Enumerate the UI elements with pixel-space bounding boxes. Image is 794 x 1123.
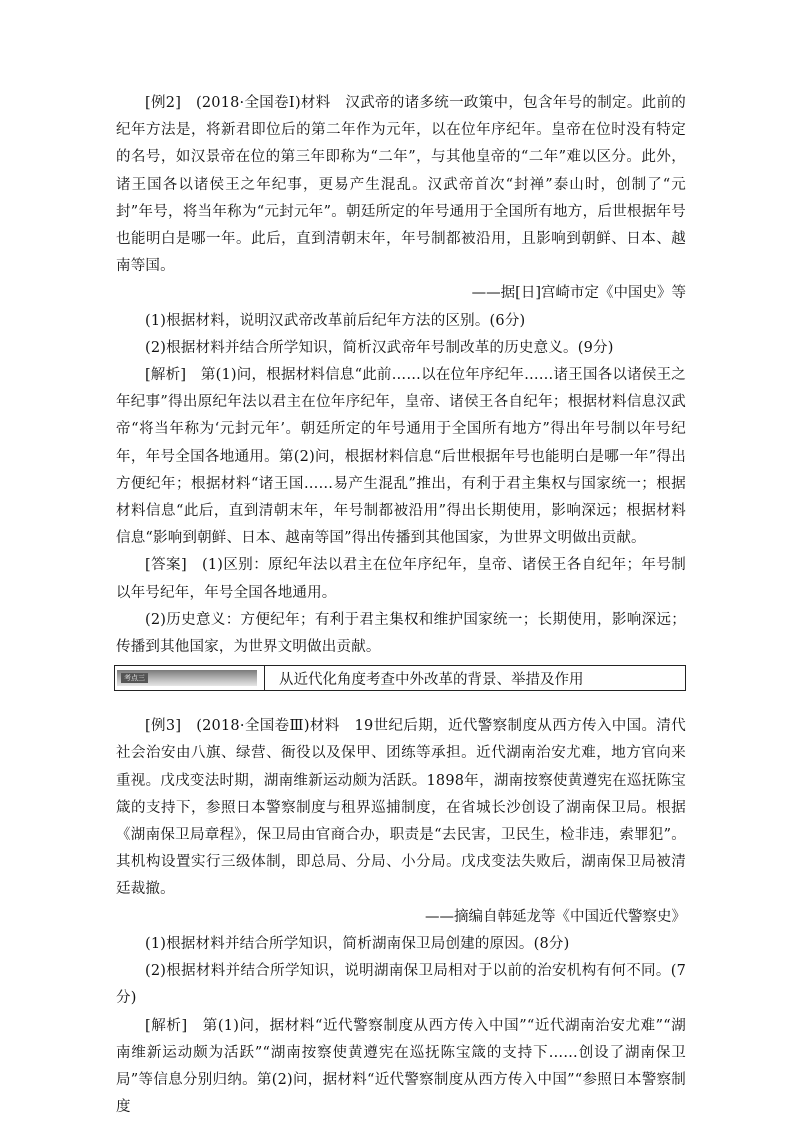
example2-material: [例2] (2018·全国卷Ⅰ)材料 汉武帝的诸多统一政策中，包含年号的制定。此前的纪年方法是，将新君即位后的第二年作为元年，以在位年序纪年。皇帝在位时没有特定的名号，如汉景帝在位的第三年即称为“二年”，与其他皇帝的“二年”难以区分。此外，诸王国各以诸侯王之年纪事，更易产生混乱。汉武帝首次“封禅”泰山时，创制了“元封”年号，将当年称为“元封元年”。朝廷所定的年号通用于全国所有地方，后世根据年号也能明白是哪一年。此后，直到清朝末年，年号制都被沿用，且影响到朝鲜、日本、越南等国。	[116, 95, 686, 275]
document-page	[116, 90, 686, 1121]
example2-answer-1: [答案] (1)区别：原纪年法以君主在位年序纪年，皇帝、诸侯王各自纪年；年号制以年号纪年，年号全国各地通用。	[116, 557, 686, 601]
example3-analysis: [解析] 第(1)问，据材料“近代警察制度从西方传入中国”“近代湖南治安尤难”“湖南维新运动颇为活跃”“湖南按察使黄遵宪在巡抚陈宝箴的支持下……创设了湖南保卫局”等信息分别归纳。第(2)问，据材料“近代警察制度从西方传入中国”“参照日本警察制度	[116, 1017, 686, 1116]
section-banner	[114, 665, 686, 691]
banner-tag: 考点三	[121, 673, 148, 683]
example3-material: [例3] (2018·全国卷Ⅲ)材料 19世纪后期，近代警察制度从西方传入中国。清代社会治安由八旗、绿营、衙役以及保甲、团练等承担。近代湖南治安尤难，地方官向来重视。戊戌变法时期，湖南维新运动颇为活跃。1898年，湖南按察使黄遵宪在巡抚陈宝箴的支持下，参照日本警察制度与租界巡捕制度，在省城长沙创设了湖南保卫局。根据《湖南保卫局章程》，保卫局由官商合办，职责是“去民害，卫民生，检非违，索罪犯”。其机构设置实行三级体制，即总局、分局、小分局。戊戌变法失败后，湖南保卫局被清廷裁撤。	[116, 718, 686, 898]
example2-answer-2: (2)历史意义：方便纪年；有利于君主集权和维护国家统一；长期使用，影响深远；传播到其他国家，为世界文明做出贡献。	[116, 611, 686, 656]
example2-question-1: (1)根据材料，说明汉武帝改革前后纪年方法的区别。(6分)	[145, 312, 526, 329]
example3-question-2: (2)根据材料并结合所学知识，说明湖南保卫局相对于以前的治安机构有何不同。(7分)	[116, 963, 686, 1007]
example3-question-1: (1)根据材料并结合所学知识，简析湖南保卫局创建的原因。(8分)	[145, 935, 570, 952]
banner-tag-chip	[117, 670, 257, 686]
spacer	[116, 699, 686, 713]
example2-analysis: [解析] 第(1)问，根据材料信息“此前……以在位年序纪年……诸王国各以诸侯王之年纪事”得出原纪年法以君主在位年序纪年，皇帝、诸侯王各自纪年；根据材料信息汉武帝“将当年称为‘元封元年’。朝廷所定的年号通用于全国所有地方”得出年号制以年号纪年，年号全国各地通用。第(2)问，根据材料信息“后世根据年号也能明白是哪一年”得出方便纪年；根据材料“诸王国……易产生混乱”推出，有利于君主集权与国家统一；根据材料信息“此后，直到清朝末年，年号制都被沿用”得出长期使用，影响深远；根据材料信息“影响到朝鲜、日本、越南等国”得出传播到其他国家，为世界文明做出贡献。	[116, 367, 686, 547]
example3-source: ——摘编自韩延龙等《中国近代警察史》	[425, 908, 686, 925]
banner-title: 从近代化角度考查中外改革的背景、举措及作用	[279, 671, 584, 688]
example2-question-2: (2)根据材料并结合所学知识，简析汉武帝年号制改革的历史意义。(9分)	[145, 339, 614, 356]
banner-tag-cell	[115, 666, 265, 690]
example2-source: ——据[日]宫崎市定《中国史》等	[471, 285, 686, 302]
